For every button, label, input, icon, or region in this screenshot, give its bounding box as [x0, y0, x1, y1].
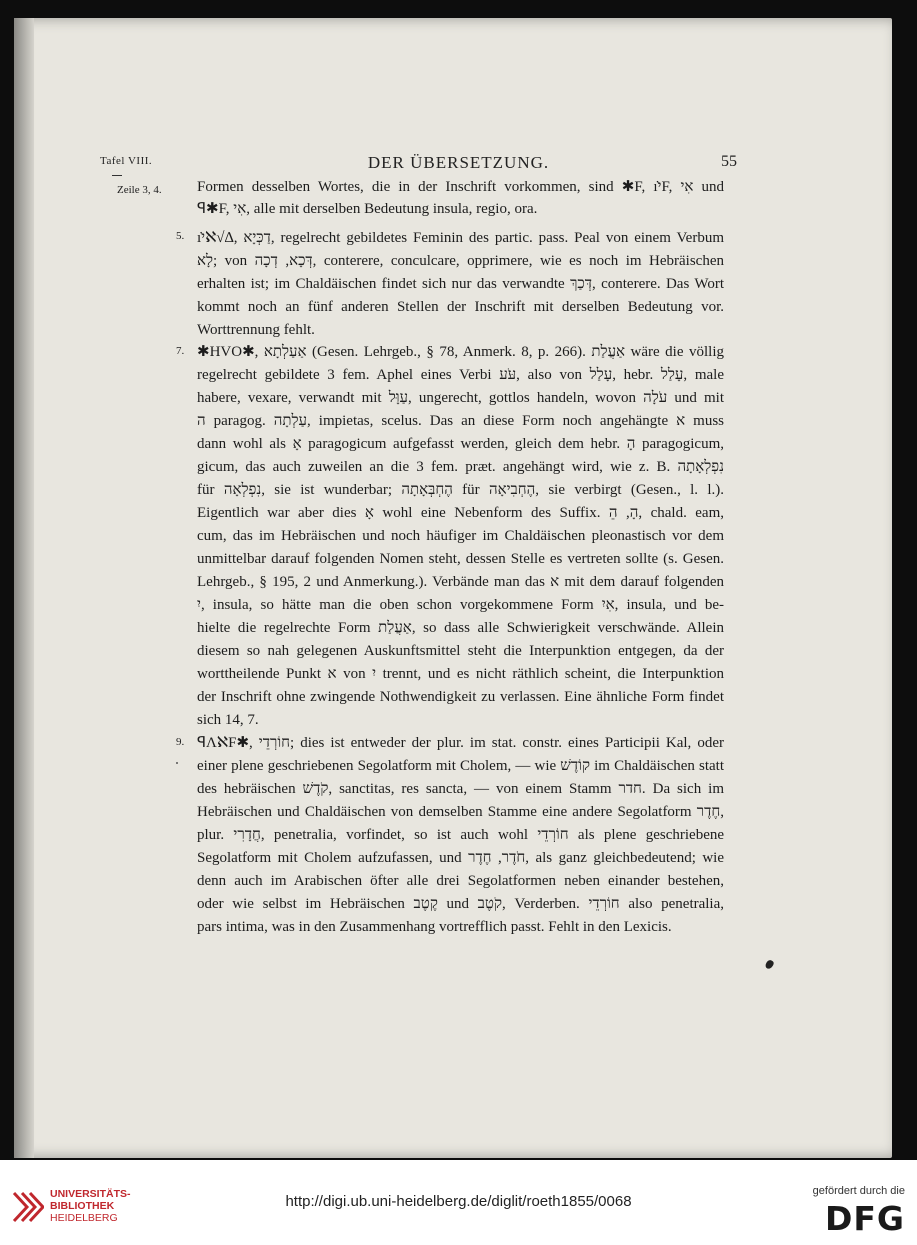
permalink-url[interactable]: http://digi.ub.uni-heidelberg.de/diglit/roeth1855/0068	[285, 1193, 632, 1210]
margin-note-zeile: Zeile 3, 4.	[117, 184, 162, 196]
text-line: Formen desselben Wortes, die in der Inschrift vorkommen, sind ✱F, ıי̇F, אִי und	[197, 179, 724, 195]
text-line: hielte die regelrechte Form אַעֲלַת, so dass alle Schwierigkeit verschwände. Allein	[197, 620, 724, 636]
text-line: worttheilende Punkt א von יִ trennt, und es nicht räthlich scheint, die Interpunktion	[197, 666, 724, 682]
text-line: oder wie selbst im Hebräischen קֶטֶב und קֹטֶב, Verderben. חוֹרְדֵי also penetralia,	[197, 896, 724, 912]
plate-label: Tafel VIII.	[100, 155, 153, 167]
text-line: unmittelbar darauf folgenden Nomen steht, dessen Stelle es vertreten sollte (s. Gesen.	[197, 551, 724, 567]
library-name-line1: UNIVERSITÄTS-	[50, 1188, 131, 1200]
text-line: ✱ΗVO✱, אַעַלְתָא (Gesen. Lehrgeb., § 78, Anmerk. 8, p. 266). אַעֲלַת wäre die völlig	[197, 344, 724, 360]
text-line: Worttrennung fehlt.	[197, 322, 315, 338]
text-line: dann wohl als אָ paragogicum aufgefasst werden, gleich dem hebr. הָ paragogicum,	[197, 436, 724, 452]
text-line: für נִפְלְאָה, sie ist wunderbar; הֶחְבְּאָתָה für הֶחְבִיאָה, sie verbirgt (Gesen., l. l.).	[197, 482, 724, 498]
text-line: ꟼɅℵF✱, חוֹרְדֵי; dies ist entweder der plur. im stat. constr. eines Participii Kal, oder	[197, 735, 724, 751]
margin-note-7: 7.	[176, 345, 185, 357]
library-name-line3: HEIDELBERG	[50, 1212, 118, 1224]
text-line: denn auch im Arabischen öfter alle drei Segolatformen neben einander bestehen,	[197, 873, 724, 889]
page-number: 55	[721, 153, 737, 170]
text-line: einer plene geschriebenen Segolatform mit Cholem, — wie קוֹדֶשׁ im Chaldäischen statt	[197, 758, 724, 774]
margin-note-9: 9.	[176, 736, 185, 748]
text-line: gicum, das auch zuweilen an die 3 fem. præt. angehängt wird, wie z. B. נִפְלְאָתָה	[197, 459, 724, 475]
funding-caption: gefördert durch die	[812, 1185, 905, 1197]
text-line: regelrecht gebildete 3 fem. Aphel eines Verbi עֹּע, also von עָלַל, hebr. עָלַל, male	[197, 367, 724, 383]
viewer-footer	[0, 1160, 917, 1245]
text-line: cum, das im Hebräischen und noch häufiger im Chaldäischen pleonastisch vor dem	[197, 528, 724, 544]
plate-rule	[112, 175, 122, 176]
text-line: Hebräischen und Chaldäischen von demselben Stamme eine andere Segolatform חֶדֶר,	[197, 804, 724, 820]
library-name-line2: BIBLIOTHEK	[50, 1200, 115, 1212]
text-line: יִ, insula, so hätte man die oben schon vorgekommene Form אִיִ, insula, und be-	[197, 597, 724, 613]
text-line: Segolatform mit Cholem aufzufassen, und חֹדֶר, חֶדֶר, als ganz gleichbedeutend; wie	[197, 850, 724, 866]
text-line: erhalten ist; im Chaldäischen findet sich nur das verwandte דְּכַךְ, conterere. Das Wort	[197, 276, 724, 292]
text-line: plur. חֲדָרִי, penetralia, vorfindet, so ist auch wohl חוֹרְדֵי als plene geschriebene	[197, 827, 724, 843]
page-gutter	[14, 18, 34, 1158]
text-line: der Inschrift ohne zwingende Nothwendigkeit zu verlassen. Eine ähnliche Form findet	[197, 689, 724, 705]
text-line: pars intima, was in den Zusammenhang vortrefflich passt. Fehlt in den Lexicis.	[197, 919, 672, 935]
text-line: Lehrgeb., § 195, 2 und Anmerkung.). Verbände man das א mit dem darauf folgenden	[197, 574, 724, 590]
text-line: sich 14, 7.	[197, 712, 259, 728]
text-line: habere, vexare, verwandt mit עַוָּל, ungerecht, gottlos handeln, wovon עֹלָה und mit	[197, 390, 724, 406]
text-line: des hebräischen קֹדֶשׁ, sanctitas, res sancta, — von einem Stamm חדר. Da sich im	[197, 781, 724, 797]
margin-note-5: 5.	[176, 230, 185, 242]
running-head: DER ÜBERSETZUNG.	[367, 153, 550, 172]
text-line: Eigentlich war aber dies אָ wohl eine Nebenform des Suffix. הָ, הֵ, chald. eam,	[197, 505, 724, 521]
text-line: diesem so nah gelegenen Auskunftsmittel steht die Interpunktion entgegen, da der	[197, 643, 724, 659]
dfg-logo: DFG	[824, 1199, 905, 1238]
text-line: ה paragog. עַלְתָה, impietas, scelus. Das an diese Form noch angehängte א muss	[197, 413, 724, 429]
page-header	[0, 155, 917, 175]
ink-speck	[176, 762, 178, 764]
text-line: לָא; von דְּכָא, דְכָה, conterere, conculcare, opprimere, wie es noch im Hebräischen	[197, 253, 724, 269]
text-line: kommt noch an fünf anderen Stellen der Inschrift mit derselben Bedeutung vor.	[197, 299, 724, 315]
text-line: ꟼ✱F, אִי, alle mit derselben Bedeutung insula, regio, ora.	[197, 201, 538, 217]
text-line: ıי̇ℵ√∆, דַכְּיָא, regelrecht gebildetes Feminin des partic. pass. Peal von einem Verbum	[197, 230, 724, 246]
